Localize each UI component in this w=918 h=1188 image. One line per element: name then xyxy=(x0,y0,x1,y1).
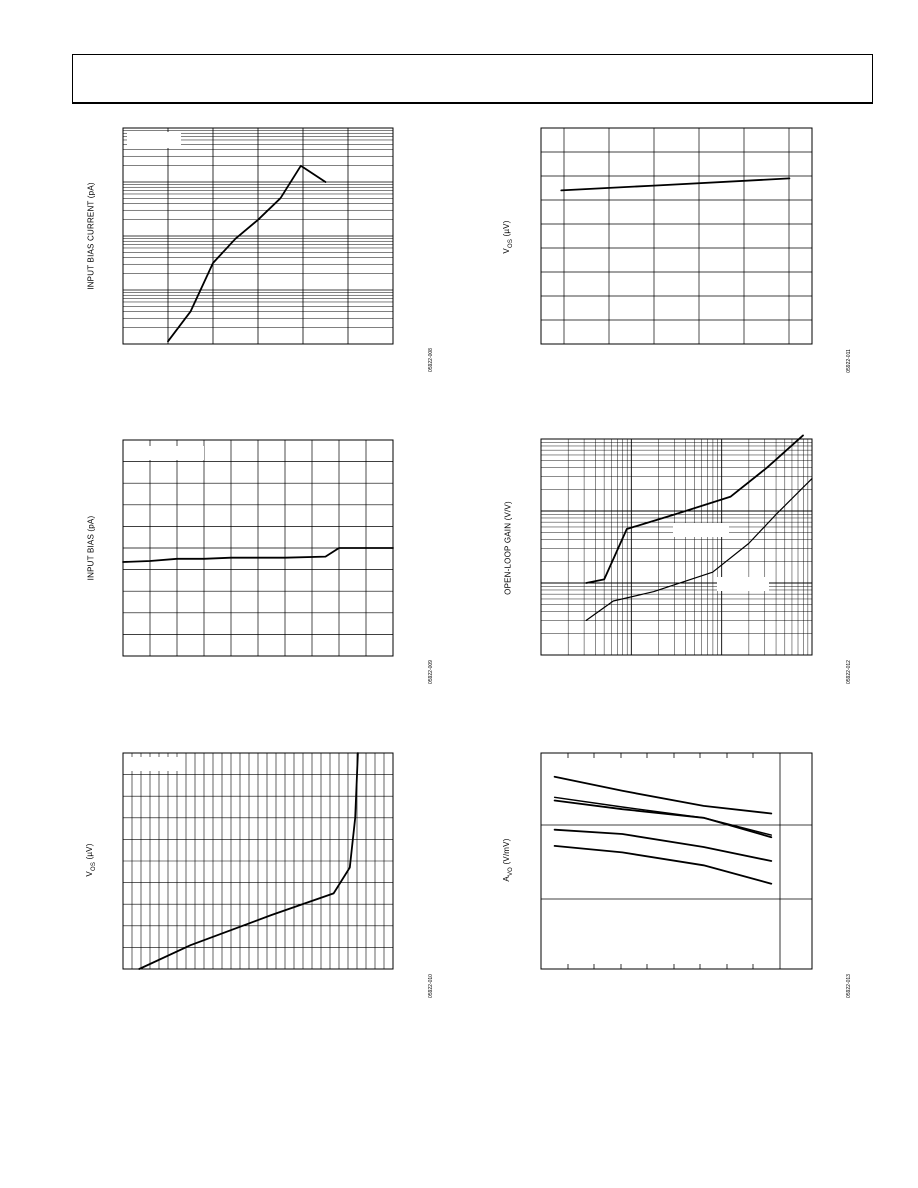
series-line xyxy=(561,178,789,190)
legend-box xyxy=(127,132,181,148)
figure-code: 05922-009 xyxy=(428,660,434,684)
legend-box xyxy=(673,523,729,537)
series-line xyxy=(555,777,772,814)
figure-code: 05922-010 xyxy=(428,974,434,998)
page-header-box xyxy=(72,54,873,104)
figure-code: 05922-008 xyxy=(428,348,434,372)
y-axis-label: $V_{OS}$ (µV) xyxy=(502,220,514,254)
plot-frame xyxy=(541,439,812,655)
figure-code: 05922-013 xyxy=(846,974,852,998)
chart-input-bias-vs-temp xyxy=(123,128,393,344)
chart-vos-sweep xyxy=(123,753,393,969)
series-line xyxy=(555,797,772,835)
y-axis-label: $V_{OS}$ (µV) xyxy=(85,843,97,877)
legend-box xyxy=(149,446,204,460)
y-axis-label: $A_{VO}$ (V/mV) xyxy=(502,838,514,882)
series-line xyxy=(555,846,772,884)
series-line xyxy=(555,830,772,861)
y-axis-label: OPEN-LOOP GAIN (V/V) xyxy=(503,501,513,595)
chart-open-loop-gain xyxy=(541,439,812,655)
chart-vos-right-top xyxy=(541,128,812,344)
y-axis-label: INPUT BIAS (pA) xyxy=(86,515,96,581)
chart-input-bias-flat xyxy=(123,440,393,656)
legend-box xyxy=(127,757,181,771)
figure-code: 05922-011 xyxy=(846,349,852,373)
y-axis-label: INPUT BIAS CURRENT (pA) xyxy=(86,182,96,290)
figure-code: 05922-012 xyxy=(846,660,852,684)
legend-box xyxy=(717,577,769,591)
chart-avo xyxy=(541,753,812,969)
plot-frame xyxy=(541,128,812,344)
series-line xyxy=(168,166,326,341)
